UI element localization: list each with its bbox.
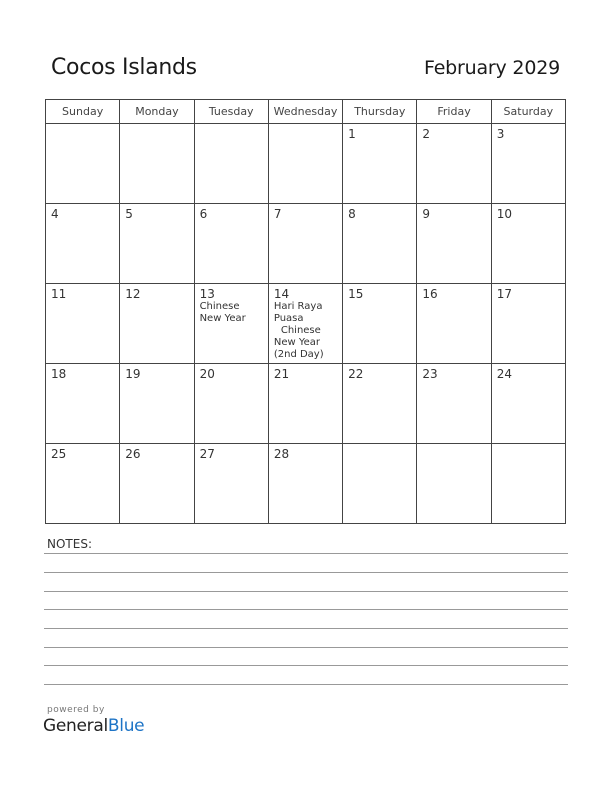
day-number: 15 bbox=[348, 287, 364, 301]
day-cell bbox=[46, 204, 120, 284]
weekday-header: Sunday bbox=[46, 100, 120, 124]
holiday-text: Hari Raya bbox=[273, 301, 323, 312]
day-number: 25 bbox=[51, 447, 67, 461]
day-cell bbox=[120, 284, 194, 364]
day-number: 10 bbox=[496, 207, 512, 221]
weekday-header: Friday bbox=[417, 100, 491, 124]
day-number: 3 bbox=[496, 127, 505, 141]
weekday-header: Tuesday bbox=[194, 100, 268, 124]
day-number: 26 bbox=[125, 447, 141, 461]
week-row bbox=[46, 124, 566, 204]
day-cell bbox=[268, 124, 342, 204]
day-cell bbox=[194, 204, 268, 284]
day-number: 18 bbox=[51, 367, 67, 381]
day-cell bbox=[417, 444, 491, 524]
calendar-title: Cocos Islands bbox=[51, 55, 197, 80]
note-line bbox=[44, 572, 568, 573]
holiday-text: (2nd Day) bbox=[273, 349, 324, 360]
week-row bbox=[46, 444, 566, 524]
note-line bbox=[44, 609, 568, 610]
day-cell bbox=[417, 284, 491, 364]
day-number: 20 bbox=[199, 367, 215, 381]
day-number: 28 bbox=[273, 447, 290, 461]
day-cell bbox=[46, 364, 120, 444]
note-line bbox=[44, 647, 568, 648]
day-cell bbox=[46, 124, 120, 204]
day-number: 13 bbox=[199, 287, 215, 301]
weekday-header: Saturday bbox=[491, 100, 565, 124]
day-number: 27 bbox=[199, 447, 215, 461]
weekday-header: Wednesday bbox=[268, 100, 342, 124]
day-cell bbox=[194, 364, 268, 444]
day-cell bbox=[491, 124, 565, 204]
holiday-text: New Year bbox=[273, 337, 321, 348]
day-cell bbox=[120, 124, 194, 204]
logo-general: General bbox=[43, 716, 108, 736]
note-line bbox=[44, 665, 568, 666]
holiday-text: Puasa bbox=[273, 313, 304, 324]
day-cell bbox=[491, 204, 565, 284]
day-number: 24 bbox=[496, 367, 512, 381]
day-number: 5 bbox=[125, 207, 133, 221]
generalblue-logo bbox=[43, 716, 144, 736]
day-cell bbox=[491, 444, 565, 524]
day-cell bbox=[268, 364, 342, 444]
weekday-header: Monday bbox=[120, 100, 194, 124]
week-row bbox=[46, 364, 566, 444]
day-number: 7 bbox=[273, 207, 282, 221]
day-cell bbox=[343, 364, 417, 444]
day-number: 23 bbox=[422, 367, 438, 381]
day-cell bbox=[120, 444, 194, 524]
day-number: 4 bbox=[51, 207, 59, 221]
notes-label: NOTES: bbox=[47, 537, 92, 551]
holiday-text: New Year bbox=[199, 313, 246, 324]
holiday-text: Chinese bbox=[280, 325, 321, 336]
day-number: 9 bbox=[422, 207, 431, 221]
logo-blue: Blue bbox=[107, 716, 145, 736]
day-cell bbox=[417, 204, 491, 284]
day-number: 19 bbox=[125, 367, 141, 381]
day-number: 11 bbox=[51, 287, 67, 301]
day-cell bbox=[46, 444, 120, 524]
note-line bbox=[44, 591, 568, 592]
day-cell bbox=[194, 124, 268, 204]
day-cell bbox=[194, 444, 268, 524]
day-cell bbox=[268, 204, 342, 284]
day-number: 6 bbox=[199, 207, 208, 221]
weekday-header: Thursday bbox=[343, 100, 417, 124]
day-cell bbox=[491, 364, 565, 444]
day-cell bbox=[343, 204, 417, 284]
day-cell bbox=[343, 124, 417, 204]
day-number: 2 bbox=[422, 127, 431, 141]
day-cell bbox=[491, 284, 565, 364]
week-row bbox=[46, 204, 566, 284]
day-cell bbox=[417, 364, 491, 444]
day-number: 22 bbox=[348, 367, 364, 381]
note-line bbox=[44, 628, 568, 629]
day-cell bbox=[120, 204, 194, 284]
day-cell bbox=[343, 444, 417, 524]
day-number: 8 bbox=[348, 207, 356, 221]
day-number: 1 bbox=[348, 127, 356, 141]
weekday-header-row bbox=[46, 100, 566, 124]
day-cell bbox=[46, 284, 120, 364]
day-cell bbox=[120, 364, 194, 444]
calendar-month: February 2029 bbox=[424, 57, 560, 79]
day-number: 17 bbox=[496, 287, 512, 301]
day-cell bbox=[417, 124, 491, 204]
day-number: 16 bbox=[422, 287, 438, 301]
day-number: 21 bbox=[273, 367, 290, 381]
note-line bbox=[44, 684, 568, 685]
day-cell bbox=[194, 284, 268, 364]
day-cell bbox=[343, 284, 417, 364]
holiday-text: Chinese bbox=[199, 301, 240, 312]
day-number: 14 bbox=[273, 287, 290, 301]
day-number: 12 bbox=[125, 287, 141, 301]
powered-by-text: powered by bbox=[47, 705, 105, 715]
note-line bbox=[44, 553, 568, 554]
week-row bbox=[46, 284, 566, 364]
day-cell bbox=[268, 444, 342, 524]
day-cell bbox=[268, 284, 342, 364]
calendar-grid bbox=[45, 99, 566, 524]
